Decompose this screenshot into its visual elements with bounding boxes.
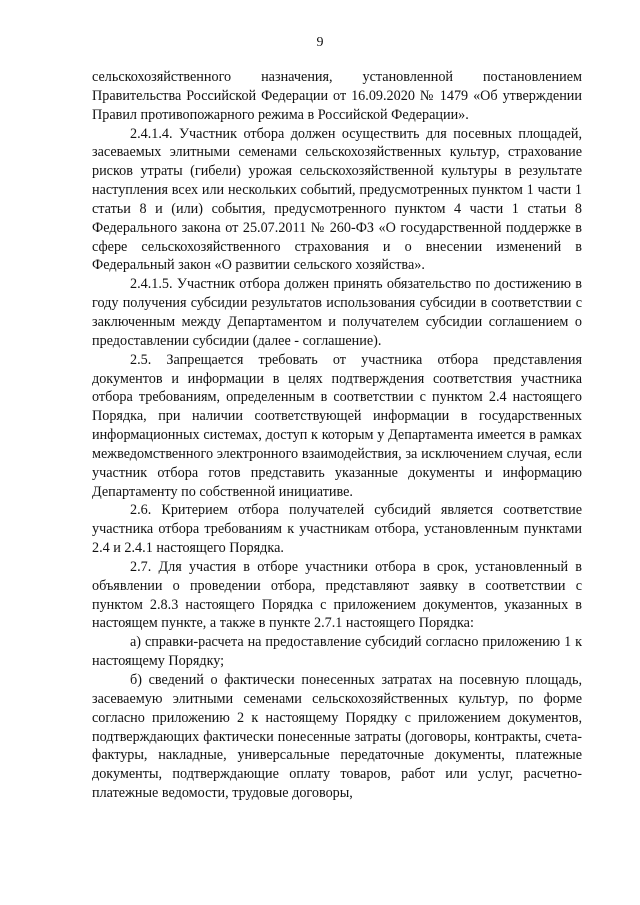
paragraph-2-6: 2.6. Критерием отбора получателей субсидий является соответствие участника отбора требованиям к участникам отбора, установленным пунктами 2.4 и 2.4.1 настоящего Порядка. <box>92 502 582 557</box>
paragraph-2-4-1-4: 2.4.1.4. Участник отбора должен осуществить для посевных площадей, засеваемых элитными семенами сельскохозяйственных культур, страхование рисков утраты (гибели) урожая сельскохозяйственной культуры в результате наступления всех или нескольких событий, предусмотренных пунктом 1 части 1 статьи 8 и (или) события, предусмотренного пунктом 4 части 1 статьи 8 Федерального закона от 25.07.2011 № 260-ФЗ «О государственной поддержке в сфере сельскохозяйственного страхования и о внесении изменений в Федеральный закон «О развитии сельского хозяйства». <box>92 125 582 274</box>
page-number: 9 <box>316 35 324 50</box>
paragraph-2-7: 2.7. Для участия в отборе участники отбора в срок, установленный в объявлении о проведении отбора, представляют заявку в соответствии с пунктом 2.8.3 настоящего Порядка с приложением документов, указанных в настоящем пункте, а также в пункте 2.7.1 настоящего Порядка: <box>92 558 582 632</box>
list-item-a: а) справки-расчета на предоставление субсидий согласно приложению 1 к настоящему Порядку; <box>92 634 582 670</box>
paragraph-2-5: 2.5. Запрещается требовать от участника отбора представления документов и информации в целях подтверждения соответствия участника отбора требованиям, определенным в соответствии с пунктом 2.4 настоящего Порядка, при наличии соответствующей информации в государственных информационных системах, доступ к которым у Департамента имеется в рамках межведомственного электронного взаимодействия, за исключением случая, если участник отбора готов представить указанные документы и информацию Департаменту по собственной инициативе. <box>92 351 582 500</box>
paragraph-2-4-1-5: 2.4.1.5. Участник отбора должен принять обязательство по достижению в году получения субсидии результатов использования субсидии в соответствии с заключенным между Департаментом и получателем субсидии соглашением о предоставлении субсидии (далее - соглашение). <box>92 276 582 349</box>
paragraph-fire-safety-continuation: сельскохозяйственного назначения, установленной постановлением Правительства Российской Федерации от 16.09.2020 № 1479 «Об утверждении Правил противопожарного режима в Российской Федерации». <box>92 69 582 123</box>
document-body <box>92 68 582 803</box>
list-item-b: б) сведений о фактически понесенных затратах на посевную площадь, засеваемую элитными семенами сельскохозяйственных культур, по форме согласно приложению 2 к настоящему Порядку с приложением документов, подтверждающих фактически понесенные затраты (договоры, контракты, счета-фактуры, накладные, универсальные передаточные документы, платежные документы, подтверждающие оплату товаров, работ или услуг, расчетно-платежные ведомости, трудовые договоры, <box>92 672 582 802</box>
